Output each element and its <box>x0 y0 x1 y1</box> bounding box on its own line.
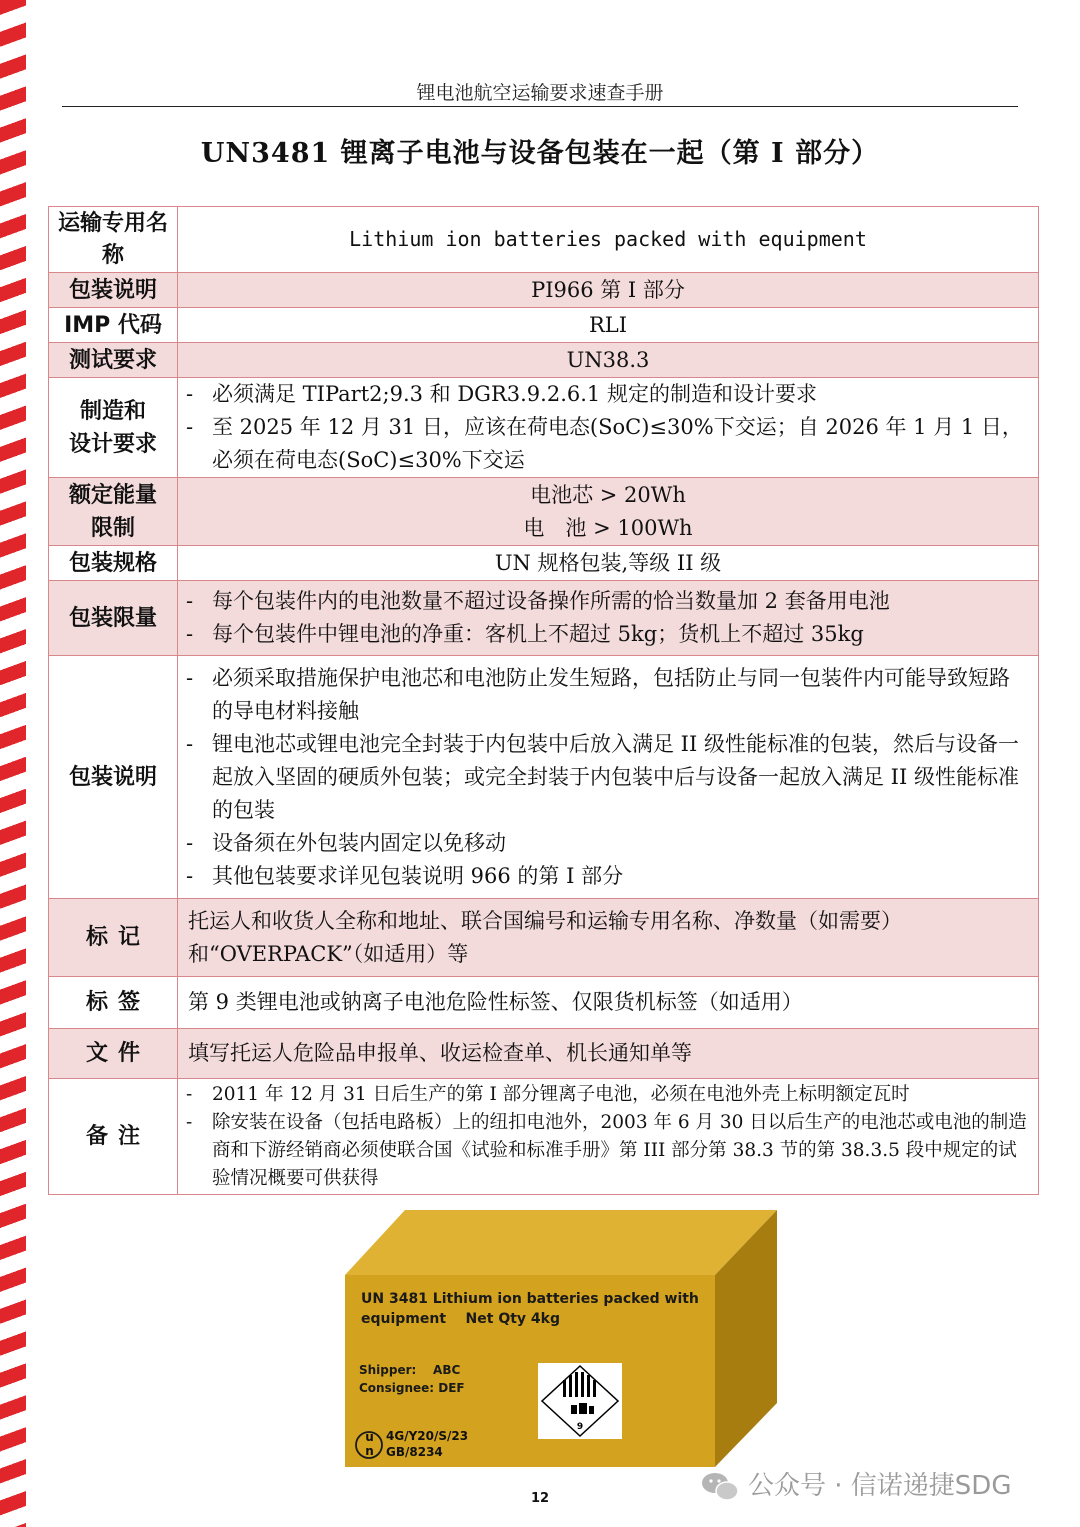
energy-limit-value <box>178 478 1039 546</box>
marking-value <box>178 899 1039 977</box>
row-label: 标记 <box>49 899 178 977</box>
row-label: IMP 代码 <box>49 308 178 343</box>
hazard-class-number: 9 <box>576 1422 584 1432</box>
row-remarks <box>49 1079 1039 1195</box>
list-item: - 每个包装件内的电池数量不超过设备操作所需的恰当数量加 2 套备用电池 <box>186 585 1028 618</box>
labels-value <box>178 977 1039 1029</box>
watermark <box>700 1465 1011 1504</box>
list-item: - 必须满足 TIPart2;9.3 和 DGR3.9.2.6.1 规定的制造和设计要求 <box>186 378 1028 411</box>
battery-label: 电 池 <box>523 515 587 540</box>
un-spec-line: 4G/Y20/S/23 <box>386 1429 469 1443</box>
row-label <box>49 478 178 546</box>
wechat-icon <box>700 1470 740 1504</box>
row-label: 包装说明 <box>49 656 178 899</box>
list-item: - 设备须在外包装内固定以免移动 <box>186 827 1028 860</box>
row-label: 包装说明 <box>49 273 178 308</box>
label-line: 设计要求 <box>68 431 157 457</box>
row-test-requirement <box>49 343 1039 378</box>
list-item: - 至 2025 年 12 月 31 日，应该在荷电态(SoC)≤30%下交运；自 2026 年 1 月 1 日，必须在荷电态(SoC)≤30%下交运 <box>186 411 1028 477</box>
battery-energy-line <box>178 512 1038 545</box>
cell-value: > 20Wh <box>599 482 686 507</box>
row-labels <box>49 977 1039 1029</box>
row-label: 文件 <box>49 1029 178 1079</box>
test-requirement-value: UN38.3 <box>178 343 1039 378</box>
marking-text: 托运人和收货人全称和地址、联合国编号和运输专用名称、净数量（如需要）和“OVERPACK”（如适用）等 <box>188 908 902 966</box>
header-rule <box>62 106 1018 107</box>
row-packaging-notes <box>49 656 1039 899</box>
un-letter-n: n <box>365 1444 374 1458</box>
row-label: 包装限量 <box>49 581 178 656</box>
shipper-text: Shipper: ABC <box>359 1363 461 1377</box>
row-manufacture <box>49 378 1039 478</box>
row-shipping-name <box>49 207 1039 273</box>
row-label: 运输专用名称 <box>49 207 178 273</box>
cell-label: 电池芯 <box>530 482 594 507</box>
packaging-notes-value <box>178 656 1039 899</box>
row-label: 备注 <box>49 1079 178 1195</box>
row-label: 标签 <box>49 977 178 1029</box>
list-item: - 必须采取措施保护电池芯和电池防止发生短路，包括防止与同一包装件内可能导致短路的导电材料接触 <box>186 662 1028 728</box>
remarks-value <box>178 1079 1039 1195</box>
documents-value <box>178 1029 1039 1079</box>
label-line: 限制 <box>90 515 135 541</box>
row-label <box>49 378 178 478</box>
package-limit-value <box>178 581 1039 656</box>
documents-text: 填写托运人危险品申报单、收运检查单、机长通知单等 <box>188 1041 692 1065</box>
row-label: 测试要求 <box>49 343 178 378</box>
list-item: - 每个包装件中锂电池的净重：客机上不超过 5kg；货机上不超过 35kg <box>186 618 1028 651</box>
row-package-spec <box>49 546 1039 581</box>
package-spec-value: UN 规格包装,等级 II 级 <box>178 546 1039 581</box>
watermark-text: 公众号 · 信诺递捷SDG <box>748 1471 1012 1501</box>
running-header: 锂电池航空运输要求速查手册 <box>416 82 664 104</box>
package-marking-text <box>361 1289 701 1329</box>
row-documents <box>49 1029 1039 1079</box>
un-packaging-mark <box>352 1428 482 1462</box>
manufacture-value <box>178 378 1039 478</box>
list-item: - 2011 年 12 月 31 日后生产的第 I 部分锂离子电池，必须在电池外壳上标明额定瓦时 <box>186 1081 1028 1109</box>
spec-table <box>48 206 1039 1195</box>
package-line: equipment Net Qty 4kg <box>361 1311 560 1327</box>
cell-energy-line <box>178 479 1038 512</box>
row-package-limit <box>49 581 1039 656</box>
left-hazard-stripe <box>0 0 26 1527</box>
page-number: 12 <box>530 1491 550 1506</box>
row-packing-instruction <box>49 273 1039 308</box>
imp-code-value: RLI <box>178 308 1039 343</box>
packing-instruction-value: PI966 第 I 部分 <box>178 273 1039 308</box>
un-spec-line: GB/8234 <box>386 1445 443 1459</box>
row-marking <box>49 899 1039 977</box>
package-line: UN 3481 Lithium ion batteries packed with <box>361 1291 699 1307</box>
consignee-text: Consignee: DEF <box>359 1381 465 1395</box>
label-line: 额定能量 <box>68 482 157 508</box>
class9-hazard-label-icon <box>538 1363 622 1439</box>
label-line: 制造和 <box>79 398 146 424</box>
row-energy-limit <box>49 478 1039 546</box>
list-item: - 锂电池芯或锂电池完全封装于内包装中后放入满足 II 级性能标准的包装，然后与设备一起放入坚固的硬质外包装；或完全封装于内包装中后与设备一起放入满足 II 级性能标准的包装 <box>186 728 1028 827</box>
battery-value: > 100Wh <box>593 515 693 540</box>
labels-text: 第 9 类锂电池或钠离子电池危险性标签、仅限货机标签（如适用） <box>188 990 803 1014</box>
list-item: - 其他包装要求详见包装说明 966 的第 I 部分 <box>186 860 1028 893</box>
row-label: 包装规格 <box>49 546 178 581</box>
page-title: UN3481 锂离子电池与设备包装在一起（第 I 部分） <box>200 138 880 169</box>
un-letter-u: u <box>365 1430 374 1444</box>
row-imp-code <box>49 308 1039 343</box>
shipping-name-value: Lithium ion batteries packed with equipment <box>178 207 1039 273</box>
list-item: - 除安装在设备（包括电路板）上的纽扣电池外，2003 年 6 月 30 日以后生产的电池芯或电池的制造商和下游经销商必须使联合国《试验和标准手册》第 III 部分第 38.3 节的第 38.3.5 段中规定的试验情况概要可供获得 <box>186 1109 1028 1193</box>
